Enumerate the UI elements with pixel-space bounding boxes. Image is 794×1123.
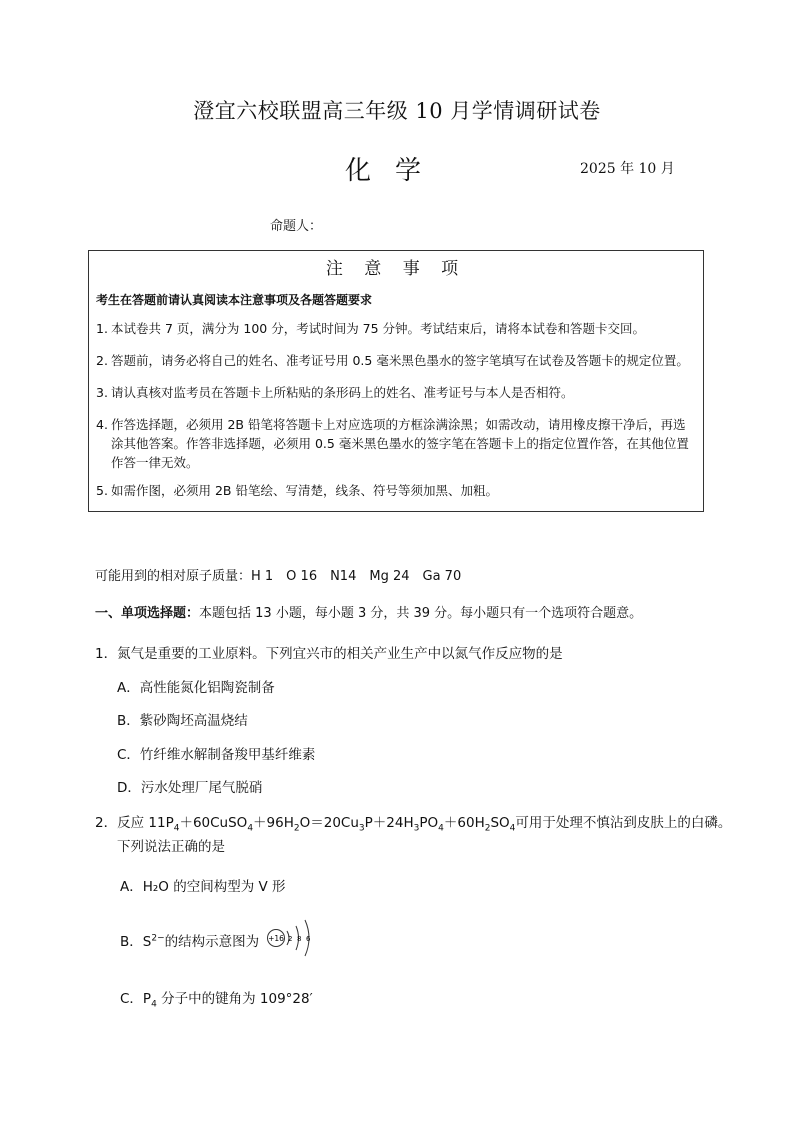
option-b-charge: 2− [151,933,165,944]
notice-item-text: 答题前，请务必将自己的姓名、准考证号用 0.5 毫米黑色墨水的签字笔填写在试卷及答题卡的规定位置。 [111,353,689,368]
option-b-text: 的结构示意图为 [164,934,260,950]
question-1-option-a: A．高性能氮化铝陶瓷制备 [117,680,275,696]
author-label: 命题人： [270,219,323,234]
notice-item-text: 请认真核对监考员在答题卡上所粘贴的条形码上的姓名、准考证号与本人是否相符。 [111,385,574,400]
notice-item [96,351,696,370]
notice-item-number: 4. [96,417,108,432]
notice-item [96,383,696,402]
notice-item-number: 2. [96,353,108,368]
option-c-text: 分子中的键角为 109°28′ [156,991,313,1007]
question-2-option-a: A．H₂O 的空间构型为 V 形 [120,879,286,895]
question-1-option-c: C．竹纤维水解制备羧甲基纤维素 [117,747,316,763]
notice-item [96,319,696,338]
notice-title: 注 意 事 项 [325,259,467,279]
exam-title: 澄宜六校联盟高三年级 10 月学情调研试卷 [193,99,601,123]
question-2-number: 2． [95,815,118,831]
nucleus-charge: +16 [268,934,284,943]
notice-item-number: 3. [96,385,108,400]
question-2-equation-tail: 可用于处理不慎沾到皮肤上的白磷。 [515,815,732,831]
notice-item [96,481,696,500]
option-b-prefix: B．S [120,934,152,950]
question-2-stem [95,811,731,834]
subject-title: 化学 [345,156,446,186]
question-2-line-2: 下列说法正确的是 [117,839,225,855]
section-1-heading [95,602,642,621]
question-1-option-d: D．污水处理厂尾气脱硝 [117,780,263,796]
shell-3-electrons: 6 [306,935,311,943]
question-2-option-c [120,987,313,1010]
question-2-equation-prefix: 反应 11P [117,815,174,831]
shell-2-electrons: 8 [297,935,302,943]
notice-item-text: 如需作图，必须用 2B 铅笔绘、写清楚，线条、符号等须加黑、加粗。 [111,483,498,498]
sulfide-ion-structure-diagram [266,912,322,964]
notice-item-text: 作答选择题，必须用 2B 铅笔将答题卡上对应选项的方框涂满涂黑；如需改动，请用橡皮擦干净后，再选涂其他答案。作答非选择题，必须用 0.5 毫米黑色墨水的签字笔在答题卡上的指定位置作答，在其他位置作答一律无效。 [111,417,689,470]
notice-item [96,415,696,472]
option-c-subscript: 4 [151,999,157,1010]
atomic-masses: 可能用到的相对原子质量：H 1 O 16 N14 Mg 24 Ga 70 [95,569,462,584]
exam-date: 2025 年 10 月 [580,161,675,177]
notice-item-text: 本试卷共 7 页，满分为 100 分，考试时间为 75 分钟。考试结束后，请将本试卷和答题卡交回。 [111,321,646,336]
notice-lead: 考生在答题前请认真阅读本注意事项及各题答题要求 [96,293,373,307]
notice-box [88,250,704,512]
section-1-title: 一、单项选择题： [95,606,200,621]
reaction-equation: $_4+60CuSO_4+96H_2O=20Cu_3P+24H_3PO_4+60H_2SO_4$ [173,815,516,834]
notice-item-number: 1. [96,321,108,336]
shell-1-electrons: 2 [288,935,293,943]
section-1-desc: 本题包括 13 小题，每小题 3 分，共 39 分。每小题只有一个选项符合题意。 [199,606,643,621]
question-2-option-b [120,930,259,950]
notice-item-number: 5. [96,483,108,498]
question-1-stem: 1．氮气是重要的工业原料。下列宜兴市的相关产业生产中以氮气作反应物的是 [95,646,563,662]
question-1-option-b: B．紫砂陶坯高温烧结 [117,713,248,729]
option-c-prefix: C．P [120,991,152,1007]
